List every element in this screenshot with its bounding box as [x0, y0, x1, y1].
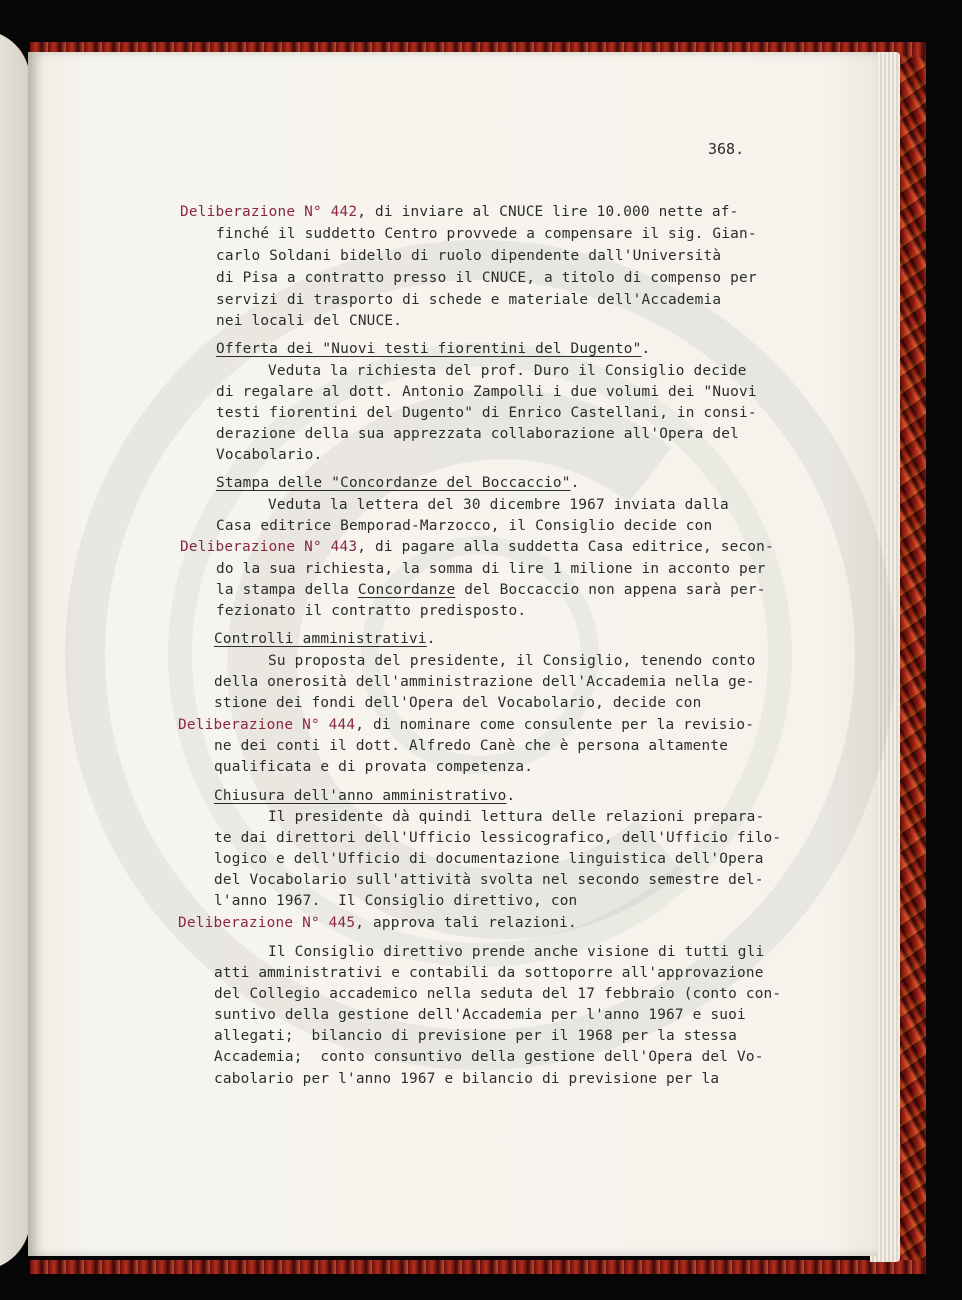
line-text: Vocabolario. — [216, 447, 323, 463]
text-line — [180, 204, 738, 220]
text-line — [268, 944, 764, 960]
line-text: Su proposta del presidente, il Consiglio, tenendo conto — [268, 653, 756, 669]
line-text: , di inviare al CNUCE lire 10.000 nette af- — [357, 204, 739, 220]
deliberation-label: Deliberazione N° 442 — [180, 204, 358, 220]
line-text: ne dei conti il dott. Alfredo Canè che è persona altamente — [214, 738, 729, 754]
line-text: , approva tali relazioni. — [355, 915, 577, 931]
text-line — [214, 965, 764, 981]
text-line — [216, 405, 757, 421]
underlined-heading: Controlli amministrativi — [214, 631, 427, 647]
line-text: atti amministrativi e contabili da sottoporre all'approvazione — [214, 965, 764, 981]
line-text: del Boccaccio non appena sarà per- — [455, 582, 766, 598]
line-text: Il presidente dà quindi lettura delle relazioni prepara- — [268, 809, 765, 825]
deliberation-label: Deliberazione N° 443 — [180, 539, 358, 555]
line-text: , di pagare alla suddetta Casa editrice, secon- — [357, 539, 774, 555]
line-text: Il Consiglio direttivo prende anche visione di tutti gli — [268, 944, 765, 960]
deliberation-label: Deliberazione N° 445 — [178, 915, 356, 931]
text-line — [178, 915, 577, 931]
text-line — [216, 582, 766, 598]
text-line — [268, 497, 729, 513]
text-line — [180, 539, 774, 555]
text-line — [216, 384, 757, 400]
page-number: 368. — [708, 140, 745, 158]
line-text: della onerosità dell'amministrazione dell'Accademia nella ge- — [214, 674, 755, 690]
text-line — [216, 475, 579, 491]
line-text: Accademia; conto consuntivo della gestione dell'Opera del Vo- — [214, 1049, 764, 1065]
line-text: stione dei fondi dell'Opera del Vocabolario, decide con — [214, 695, 702, 711]
text-line — [216, 561, 766, 577]
line-text: la stampa della — [216, 582, 358, 598]
text-line — [214, 872, 764, 888]
line-text: derazione della sua apprezzata collaborazione all'Opera del — [216, 426, 739, 442]
underlined-heading: Chiusura dell'anno amministrativo — [214, 788, 507, 804]
text-line — [216, 226, 757, 242]
text-line — [214, 1071, 719, 1087]
deliberation-label: Deliberazione N° 444 — [178, 717, 356, 733]
line-text: carlo Soldani bidello di ruolo dipendente dall'Università — [216, 248, 722, 264]
line-text: allegati; bilancio di previsione per il 1968 per la stessa — [214, 1028, 737, 1044]
line-text: Veduta la lettera del 30 dicembre 1967 inviata dalla — [268, 497, 729, 513]
line-text: servizi di trasporto di schede e materiale dell'Accademia — [216, 292, 722, 308]
text-line — [214, 1028, 737, 1044]
text-line — [216, 426, 739, 442]
line-text: testi fiorentini del Dugento" di Enrico Castellani, in consi- — [216, 405, 757, 421]
text-line — [216, 341, 650, 357]
line-text: suntivo della gestione dell'Accademia per l'anno 1967 e suoi — [214, 1007, 746, 1023]
line-text: Casa editrice Bemporad-Marzocco, il Consiglio decide con — [216, 518, 713, 534]
line-text: . — [426, 631, 436, 647]
underlined-heading: Concordanze — [357, 582, 456, 598]
text-line — [214, 788, 515, 804]
text-line — [216, 313, 402, 329]
line-text: del Collegio accademico nella seduta del 17 febbraio (conto con- — [214, 986, 782, 1002]
text-line — [214, 893, 577, 909]
line-text: do la sua richiesta, la somma di lire 1 milione in acconto per — [216, 561, 766, 577]
facing-page-edge — [0, 30, 30, 1270]
line-text: . — [506, 788, 516, 804]
text-line — [214, 759, 533, 775]
text-line — [216, 292, 721, 308]
line-text: l'anno 1967. Il Consiglio direttivo, con — [214, 893, 578, 909]
underlined-heading: Offerta dei "Nuovi testi fiorentini del Dugento" — [216, 341, 642, 357]
text-line — [178, 717, 754, 733]
line-text: finché il suddetto Centro provvede a compensare il sig. Gian- — [216, 226, 757, 242]
line-text: . — [570, 475, 580, 491]
line-text: te dai direttori dell'Ufficio lessicografico, dell'Ufficio filo- — [214, 830, 782, 846]
text-line — [214, 674, 755, 690]
text-line — [216, 518, 712, 534]
text-line — [268, 363, 747, 379]
text-line — [268, 809, 764, 825]
text-line — [214, 830, 781, 846]
text-line — [214, 631, 436, 647]
text-line — [268, 653, 756, 669]
line-text: logico e dell'Ufficio di documentazione linguistica dell'Opera — [214, 851, 764, 867]
underlined-heading: Stampa delle "Concordanze del Boccaccio" — [216, 475, 571, 491]
text-line — [214, 738, 728, 754]
line-text: di regalare al dott. Antonio Zampolli i due volumi dei "Nuovi — [216, 384, 757, 400]
text-line — [214, 1049, 764, 1065]
line-text: di Pisa a contratto presso il CNUCE, a titolo di compenso per — [216, 270, 757, 286]
text-line — [214, 986, 781, 1002]
text-line — [216, 248, 721, 264]
line-text: . — [641, 341, 651, 357]
text-line — [214, 695, 702, 711]
text-line — [214, 851, 764, 867]
text-line — [216, 603, 526, 619]
line-text: Veduta la richiesta del prof. Duro il Consiglio decide — [268, 363, 747, 379]
line-text: cabolario per l'anno 1967 e bilancio di previsione per la — [214, 1071, 720, 1087]
line-text: , di nominare come consulente per la revisio- — [355, 717, 755, 733]
marbled-bottom-edge — [30, 1260, 926, 1274]
line-text: del Vocabolario sull'attività svolta nel secondo semestre del- — [214, 872, 764, 888]
text-line — [216, 270, 757, 286]
line-text: nei locali del CNUCE. — [216, 313, 403, 329]
text-line — [214, 1007, 746, 1023]
text-line — [216, 447, 322, 463]
line-text: qualificata e di provata competenza. — [214, 759, 534, 775]
line-text: fezionato il contratto predisposto. — [216, 603, 527, 619]
